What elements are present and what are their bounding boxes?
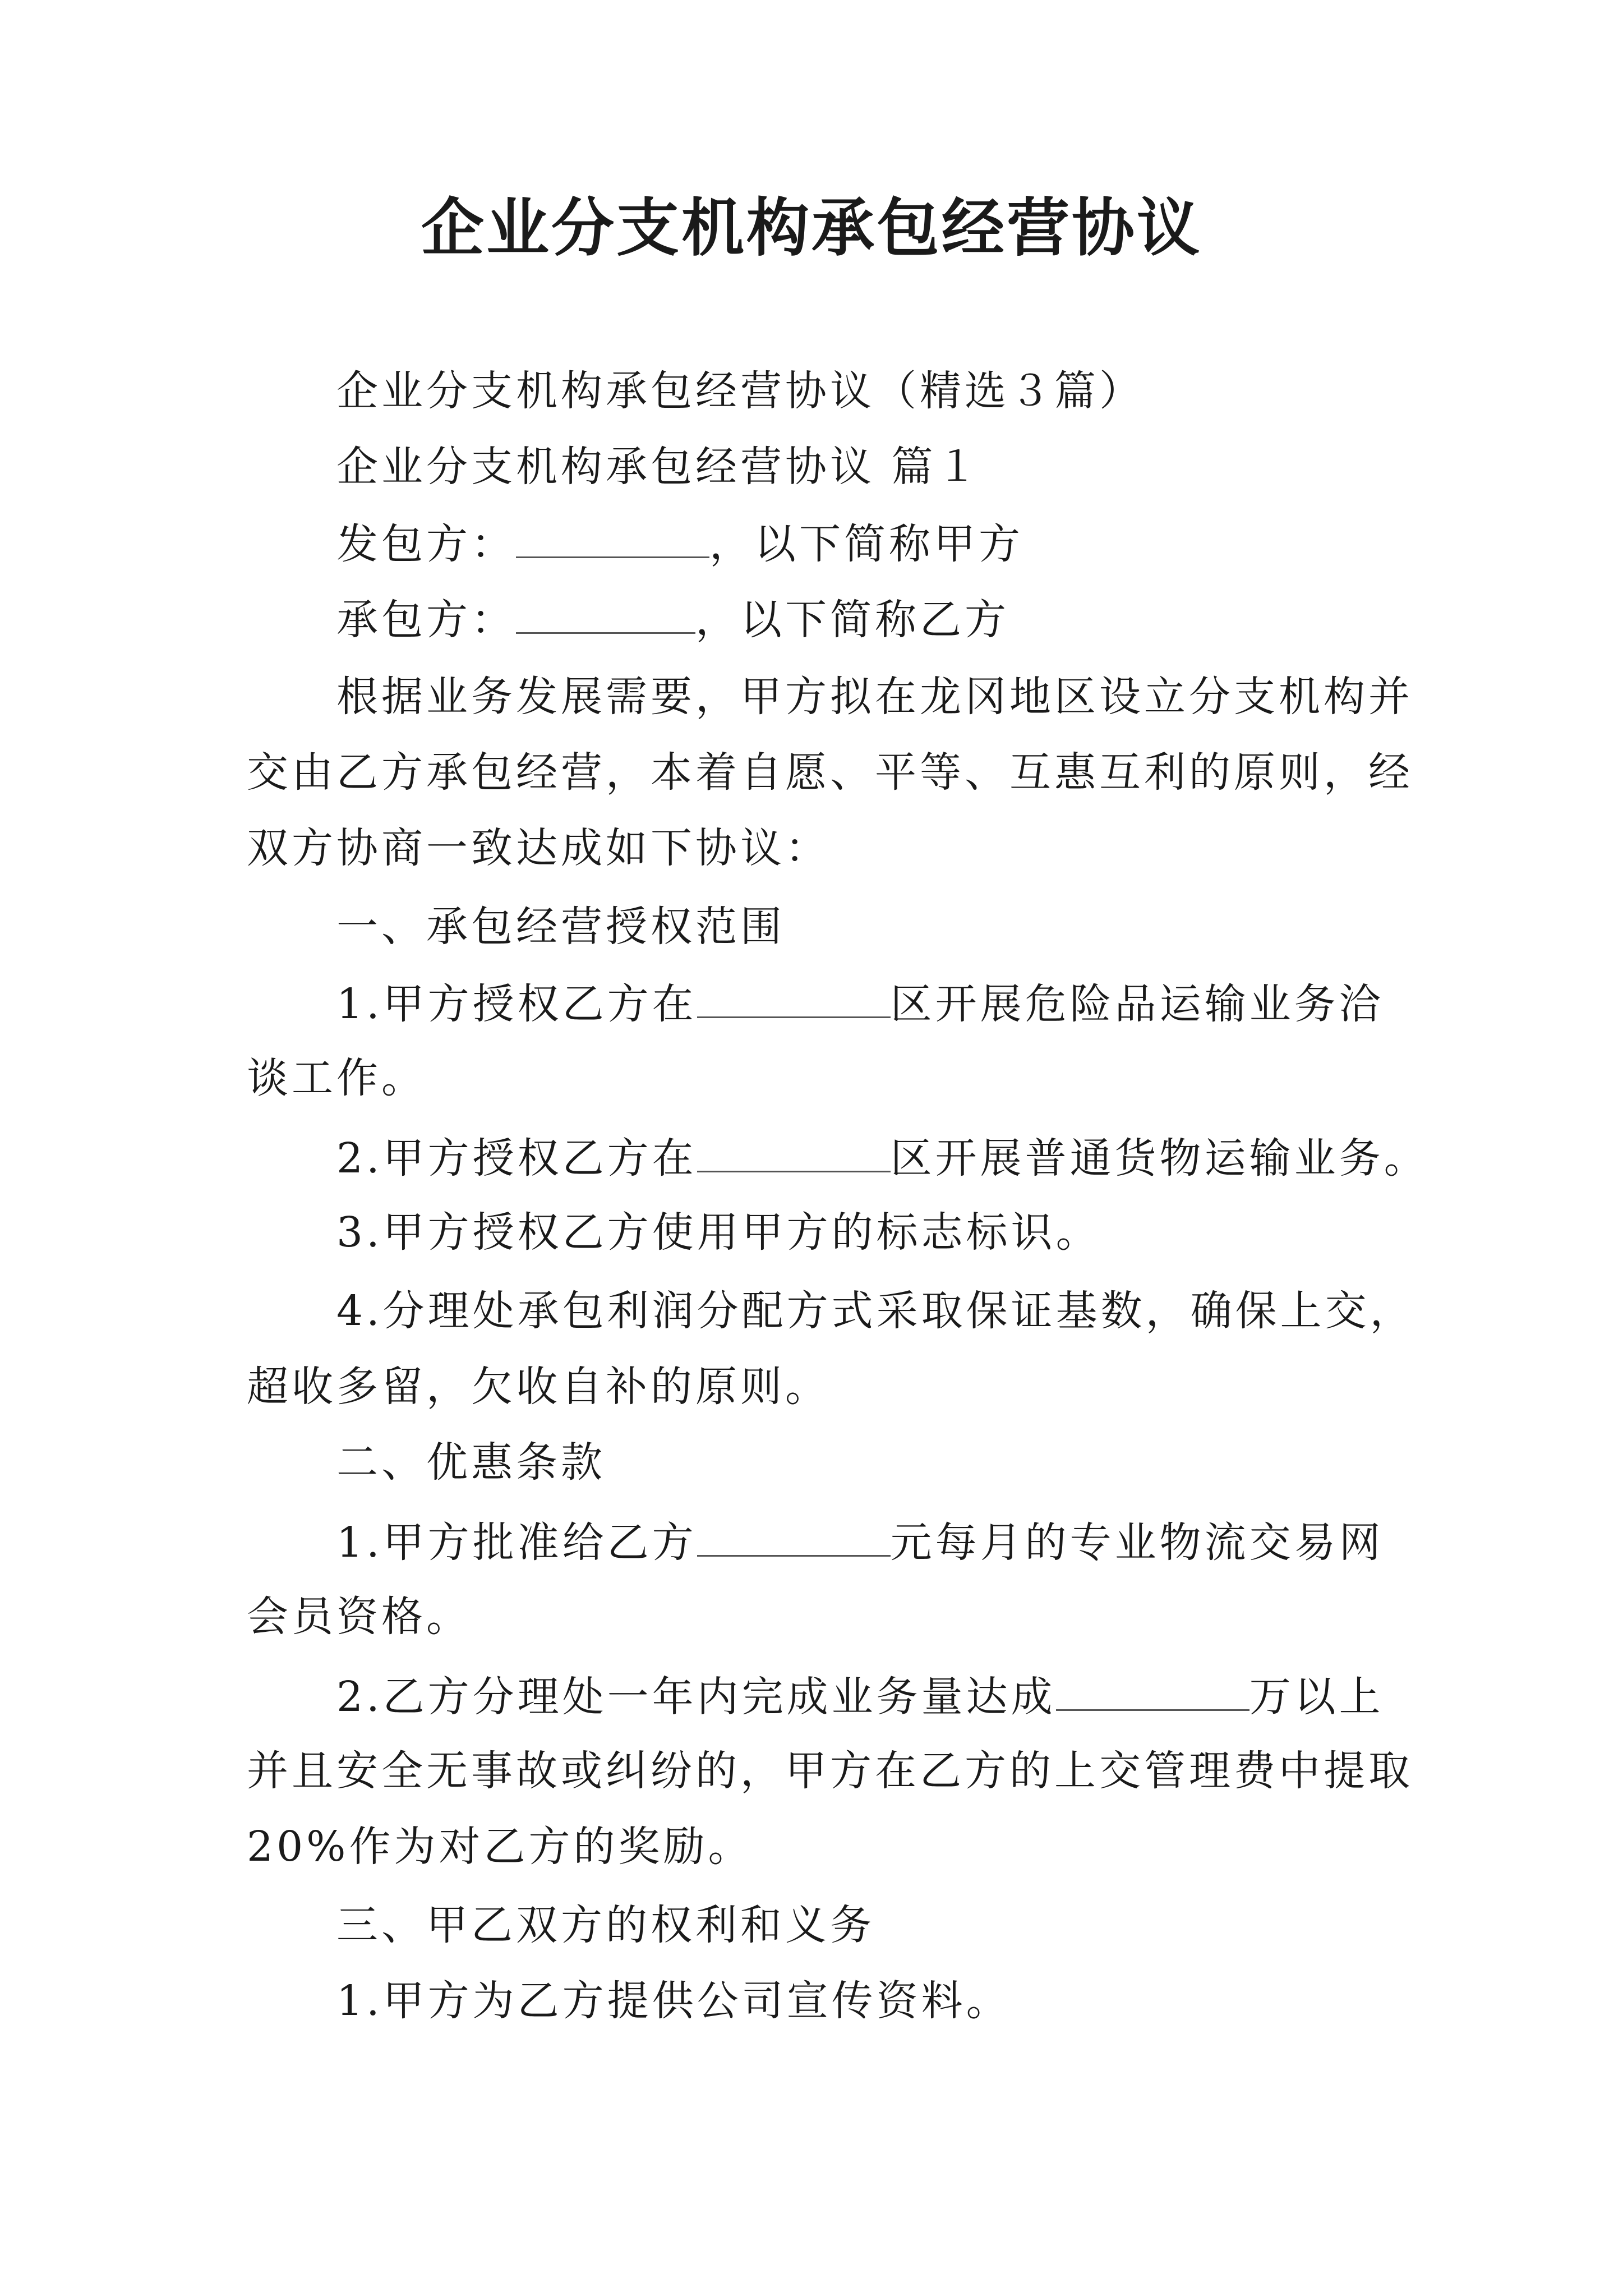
line-text: 一、承包经营授权范围 [336,903,785,951]
blank-fill-line [697,1136,891,1172]
document-line [336,1208,1101,1257]
line-text: 区开展危险品运输业务洽 [890,980,1384,1028]
document-line [247,1054,426,1102]
document-line [247,1593,471,1641]
document-line [336,903,785,951]
document-line [336,367,1144,415]
document-line [336,1438,606,1487]
blank-fill-line [1056,1674,1249,1711]
line-text: 1.甲方批准给乙方 [336,1519,697,1567]
line-text: 交由乙方承包经营，本着自愿、平等、互惠互利的原则，经 [247,748,1413,797]
line-text: 万以上 [1249,1673,1384,1721]
line-text: 企业分支机构承包经营协议（精选３篇） [336,367,1144,415]
document-line [336,1134,1429,1182]
document-line [336,1519,1384,1567]
document-line [247,748,1413,797]
document-line [247,1363,830,1411]
document-line [336,596,1009,644]
line-text: 1.甲方授权乙方在 [336,980,697,1028]
document-line [247,1747,1413,1795]
line-text: 区开展普通货物运输业务。 [890,1134,1429,1182]
line-text: 三、甲乙双方的权利和义务 [336,1901,875,1949]
document-line [336,1673,1384,1721]
line-text: 根据业务发展需要，甲方拟在龙冈地区设立分支机构并 [336,673,1413,721]
document-line [336,980,1384,1028]
document-line [247,824,830,872]
line-text: ，以下简称乙方 [695,596,1009,644]
line-text: 谈工作。 [247,1054,426,1102]
line-text: 超收多留，欠收自补的原则。 [247,1363,830,1411]
line-text: 承包方： [336,596,516,644]
line-text: 企业分支机构承包经营协议 篇１ [336,443,981,491]
document-line [247,1823,753,1871]
document-title: 企业分支机构承包经营协议 [421,191,1202,265]
blank-fill-line [697,1520,891,1557]
document-line [336,673,1413,721]
document-line [336,1287,1415,1335]
line-text: 2.甲方授权乙方在 [336,1134,697,1182]
line-text: 1.甲方为乙方提供公司宣传资料。 [336,1977,1011,2025]
line-text: ，以下简称甲方 [709,520,1023,568]
blank-fill-line [516,522,709,558]
line-text: 3.甲方授权乙方使用甲方的标志标识。 [336,1208,1101,1257]
line-text: 二、优惠条款 [336,1438,606,1487]
line-text: 并且安全无事故或纠纷的，甲方在乙方的上交管理费中提取 [247,1747,1413,1795]
line-text: 4.分理处承包利润分配方式采取保证基数，确保上交， [336,1287,1415,1335]
document-line [336,520,1023,568]
document-line [336,443,981,491]
line-text: 会员资格。 [247,1593,471,1641]
line-text: 发包方： [336,520,516,568]
line-text: 2.乙方分理处一年内完成业务量达成 [336,1673,1056,1721]
line-text: 20%作为对乙方的奖励。 [247,1823,753,1871]
line-text: 双方协商一致达成如下协议： [247,824,830,872]
document-line [336,1901,875,1949]
document-line [336,1977,1011,2025]
blank-fill-line [697,982,891,1018]
blank-fill-line [516,597,695,634]
line-text: 元每月的专业物流交易网 [890,1519,1384,1567]
